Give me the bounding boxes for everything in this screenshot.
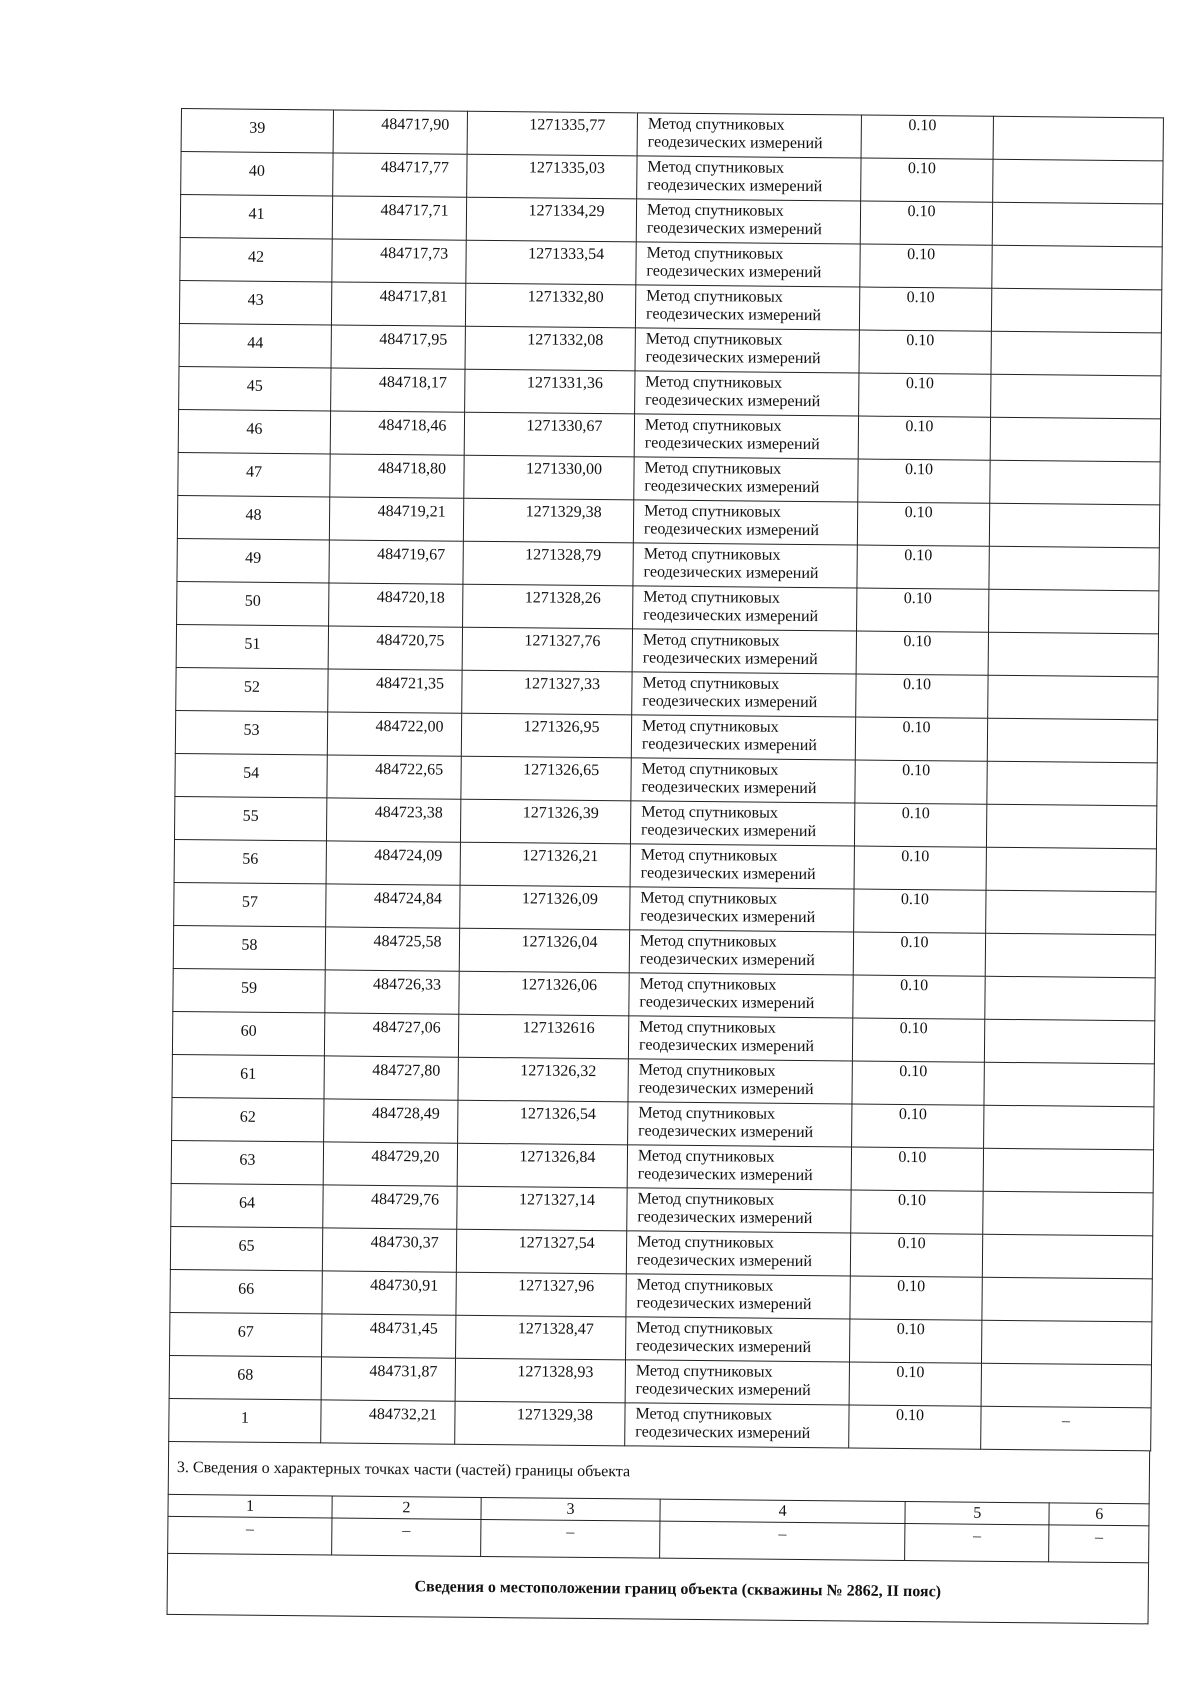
coord-y: 1271328,26 xyxy=(463,584,633,629)
description-cell xyxy=(991,374,1161,419)
method-cell xyxy=(625,1403,849,1448)
coord-y: 1271326,95 xyxy=(461,713,631,758)
error-value: 0.10 xyxy=(851,1190,983,1234)
error-value: 0.10 xyxy=(857,588,989,632)
coord-y: 1271328,93 xyxy=(455,1358,625,1403)
description-cell xyxy=(992,245,1162,290)
error-value: 0.10 xyxy=(855,717,987,761)
method-text-line: Метод спутниковых xyxy=(642,631,780,650)
method-text-line: Метод спутниковых xyxy=(638,1061,776,1080)
method-cell xyxy=(626,1274,850,1319)
description-cell xyxy=(987,761,1157,806)
point-number: 60 xyxy=(172,1011,324,1055)
coord-y: 1271333,54 xyxy=(466,240,636,285)
description-cell xyxy=(986,890,1156,935)
method-text-line: Метод спутниковых xyxy=(642,717,779,736)
coord-y: 1271329,38 xyxy=(463,498,633,543)
method-text-line: геодезических измерений xyxy=(647,176,823,196)
method-cell xyxy=(633,500,857,545)
method-cell xyxy=(632,629,856,674)
point-number: 64 xyxy=(171,1183,323,1227)
coord-x: 484729,20 xyxy=(323,1142,457,1186)
error-value: 0.10 xyxy=(854,889,986,933)
coord-y: 1271326,65 xyxy=(461,756,631,801)
error-value: 0.10 xyxy=(859,373,991,417)
method-text-line: Метод спутниковых xyxy=(644,502,781,521)
description-cell xyxy=(989,589,1159,634)
method-text-line: Метод спутниковых xyxy=(639,975,777,994)
method-text-line: геодезических измерений xyxy=(643,563,819,583)
point-number: 68 xyxy=(169,1355,321,1399)
method-text-line: Метод спутниковых xyxy=(646,201,784,220)
error-value: 0.10 xyxy=(849,1405,981,1449)
method-text-line: геодезических измерений xyxy=(639,993,815,1013)
method-cell xyxy=(627,1145,851,1190)
method-text-line: Метод спутниковых xyxy=(639,932,777,951)
method-cell xyxy=(635,328,859,373)
method-text-line: Метод спутниковых xyxy=(637,1147,775,1166)
method-cell xyxy=(635,371,859,416)
point-number: 51 xyxy=(176,624,328,668)
method-text-line: Метод спутниковых xyxy=(640,846,778,865)
point-number: 49 xyxy=(177,538,329,582)
method-text-line: Метод спутниковых xyxy=(644,459,782,478)
coord-x: 484731,87 xyxy=(321,1357,455,1401)
coord-x: 484719,67 xyxy=(329,540,463,584)
point-number: 47 xyxy=(178,452,330,496)
error-value: 0.10 xyxy=(861,115,993,159)
boundary-points-body xyxy=(169,109,1164,1451)
coord-x: 484729,76 xyxy=(323,1185,457,1229)
method-text-line: Метод спутниковых xyxy=(647,115,785,134)
method-cell xyxy=(630,844,854,889)
method-cell xyxy=(625,1360,849,1405)
description-cell xyxy=(989,503,1159,548)
coord-y: 1271334,29 xyxy=(466,197,636,242)
error-value: 0.10 xyxy=(854,846,986,890)
error-value: 0.10 xyxy=(850,1233,982,1277)
coord-x: 484730,37 xyxy=(322,1228,456,1272)
method-cell xyxy=(633,586,857,631)
method-text-line: Метод спутниковых xyxy=(636,1319,774,1338)
method-text-line: Метод спутниковых xyxy=(643,545,781,564)
coord-y: 1271326,39 xyxy=(460,799,630,844)
point-number: 43 xyxy=(179,280,331,324)
description-cell xyxy=(982,1277,1152,1322)
description-cell xyxy=(985,933,1155,978)
method-cell xyxy=(630,887,854,932)
error-value: 0.10 xyxy=(859,330,991,374)
method-cell xyxy=(627,1188,851,1233)
point-number: 57 xyxy=(174,882,326,926)
coord-x: 484722,00 xyxy=(327,712,461,756)
description-cell xyxy=(982,1234,1152,1279)
method-text-line: геодезических измерений xyxy=(636,1251,813,1271)
method-text-line: геодезических измерений xyxy=(642,692,818,712)
method-text-line: Метод спутниковых xyxy=(646,244,784,263)
method-text-line: геодезических измерений xyxy=(638,1122,814,1142)
error-value: 0.10 xyxy=(855,760,987,804)
description-cell xyxy=(986,847,1156,892)
section-3-cell-6: – xyxy=(1049,1525,1149,1563)
coord-x: 484717,77 xyxy=(333,153,467,197)
coord-y: 1271328,47 xyxy=(456,1315,626,1360)
error-value: 0.10 xyxy=(858,459,990,503)
coord-x: 484724,84 xyxy=(326,884,460,928)
description-cell xyxy=(986,804,1156,849)
point-number: 45 xyxy=(179,366,331,410)
point-number: 56 xyxy=(174,839,326,883)
method-text-line: Метод спутниковых xyxy=(637,1233,774,1252)
description-cell xyxy=(981,1363,1151,1408)
coord-y: 1271330,67 xyxy=(464,412,634,457)
method-cell xyxy=(633,543,857,588)
method-text-line: Метод спутниковых xyxy=(645,330,783,349)
method-text-line: Метод спутниковых xyxy=(641,803,778,822)
section-3-cell-1: – xyxy=(168,1516,332,1555)
coord-x: 484718,17 xyxy=(331,368,465,412)
error-value: 0.10 xyxy=(856,674,988,718)
method-cell xyxy=(628,1016,852,1061)
method-text-line: геодезических измерений xyxy=(642,649,818,669)
method-text-line: геодезических измерений xyxy=(639,950,815,970)
point-number: 62 xyxy=(172,1097,324,1141)
method-text-line: геодезических измерений xyxy=(635,1423,811,1443)
coord-x: 484717,73 xyxy=(332,239,466,283)
coord-y: 1271326,04 xyxy=(459,928,629,973)
coord-x: 484731,45 xyxy=(322,1314,456,1358)
method-text-line: геодезических измерений xyxy=(647,133,823,153)
method-text-line: геодезических измерений xyxy=(645,348,821,368)
error-value: 0.10 xyxy=(851,1147,983,1191)
description-cell xyxy=(993,159,1163,204)
coord-y: 1271327,54 xyxy=(456,1229,626,1274)
method-text-line: геодезических измерений xyxy=(638,1079,814,1099)
method-text-line: геодезических измерений xyxy=(636,1337,812,1357)
error-value: 0.10 xyxy=(852,1018,984,1062)
method-text-line: геодезических измерений xyxy=(643,606,819,626)
method-text-line: Метод спутниковых xyxy=(647,158,785,177)
point-number: 61 xyxy=(172,1054,324,1098)
coord-x: 484728,49 xyxy=(324,1099,458,1143)
error-value: 0.10 xyxy=(857,545,989,589)
coord-y: 1271329,38 xyxy=(455,1401,625,1446)
method-text-line: Метод спутниковых xyxy=(638,1104,776,1123)
point-number: 48 xyxy=(177,495,329,539)
method-cell xyxy=(630,801,854,846)
error-value: 0.10 xyxy=(857,502,989,546)
coord-x: 484725,58 xyxy=(325,927,459,971)
method-text-line: геодезических измерений xyxy=(638,1036,815,1056)
error-value: 0.10 xyxy=(852,1061,984,1105)
section-3-title: 3. Сведения о характерных точках части (частей) границы объекта xyxy=(168,1442,1149,1504)
description-cell xyxy=(988,632,1158,677)
point-number: 54 xyxy=(175,753,327,797)
description-cell xyxy=(990,460,1160,505)
method-text-line: Метод спутниковых xyxy=(640,889,778,908)
description-cell xyxy=(983,1148,1153,1193)
point-number: 59 xyxy=(173,968,325,1012)
point-number: 67 xyxy=(170,1312,322,1356)
section-3-header-5: 5 xyxy=(905,1502,1050,1525)
method-text-line: Метод спутниковых xyxy=(646,287,783,306)
method-text-line: Метод спутниковых xyxy=(637,1190,775,1209)
method-text-line: геодезических измерений xyxy=(646,219,822,239)
method-text-line: геодезических измерений xyxy=(641,821,817,841)
method-text-line: геодезических измерений xyxy=(636,1294,812,1314)
error-value: 0.10 xyxy=(856,631,988,675)
coord-y: 1271326,54 xyxy=(458,1100,628,1145)
coord-y: 1271326,09 xyxy=(460,885,630,930)
section-3-cell-3: – xyxy=(480,1519,660,1558)
coord-y: 1271326,21 xyxy=(460,842,630,887)
error-value: 0.10 xyxy=(850,1276,982,1320)
error-value: 0.10 xyxy=(858,416,990,460)
error-value: 0.10 xyxy=(860,244,992,288)
coord-x: 484717,95 xyxy=(331,325,465,369)
method-cell xyxy=(628,1059,852,1104)
error-value: 0.10 xyxy=(860,201,992,245)
description-cell xyxy=(990,417,1160,462)
description-cell xyxy=(984,1062,1154,1107)
method-text-line: Метод спутниковых xyxy=(636,1276,774,1295)
method-cell xyxy=(629,930,853,975)
method-text-line: геодезических измерений xyxy=(644,434,820,454)
point-number: 50 xyxy=(177,581,329,625)
boundary-points-table xyxy=(168,108,1164,1451)
coord-y: 1271326,84 xyxy=(457,1143,627,1188)
method-cell xyxy=(626,1317,850,1362)
description-cell xyxy=(988,675,1158,720)
method-text-line: Метод спутниковых xyxy=(642,674,780,693)
method-text-line: геодезических измерений xyxy=(641,735,817,755)
description-cell xyxy=(987,718,1157,763)
method-cell xyxy=(632,672,856,717)
method-text-line: Метод спутниковых xyxy=(635,1405,773,1424)
section-3-header-4: 4 xyxy=(660,1499,905,1523)
coord-x: 484724,09 xyxy=(326,841,460,885)
description-cell xyxy=(983,1191,1153,1236)
point-number: 66 xyxy=(170,1269,322,1313)
coord-x: 484717,90 xyxy=(333,110,467,154)
coord-y: 1271335,77 xyxy=(467,111,637,156)
coord-x: 484732,21 xyxy=(321,1400,455,1444)
coord-x: 484719,21 xyxy=(329,497,463,541)
method-text-line: геодезических измерений xyxy=(646,262,822,282)
section-3-cell-2: – xyxy=(332,1518,481,1556)
description-cell xyxy=(984,1105,1154,1150)
error-value: 0.10 xyxy=(861,158,993,202)
point-number: 42 xyxy=(180,237,332,281)
coord-y: 1271327,96 xyxy=(456,1272,626,1317)
method-cell xyxy=(631,715,855,760)
method-text-line: Метод спутниковых xyxy=(643,588,781,607)
coord-y: 1271331,36 xyxy=(465,369,635,414)
description-cell xyxy=(991,288,1161,333)
coord-x: 484720,75 xyxy=(328,626,462,670)
method-text-line: геодезических измерений xyxy=(640,907,816,927)
method-cell xyxy=(629,973,853,1018)
point-number: 41 xyxy=(180,195,332,239)
coord-y: 1271332,08 xyxy=(465,326,635,371)
method-text-line: геодезических измерений xyxy=(635,1380,811,1400)
method-text-line: геодезических измерений xyxy=(637,1165,813,1185)
description-cell: – xyxy=(981,1406,1151,1451)
coord-y: 1271327,76 xyxy=(462,627,632,672)
coord-x: 484717,81 xyxy=(331,282,465,326)
coord-x: 484726,33 xyxy=(325,970,459,1014)
coord-y: 1271326,06 xyxy=(459,971,629,1016)
method-text-line: Метод спутниковых xyxy=(641,760,779,779)
error-value: 0.10 xyxy=(853,932,985,976)
method-text-line: Метод спутниковых xyxy=(644,416,782,435)
method-text-line: геодезических измерений xyxy=(643,520,820,540)
method-cell xyxy=(626,1231,850,1276)
description-cell xyxy=(989,546,1159,591)
section-3-cell-4: – xyxy=(660,1521,905,1560)
point-number: 1 xyxy=(169,1398,321,1442)
method-text-line: геодезических измерений xyxy=(644,477,820,497)
point-number: 40 xyxy=(181,152,333,196)
coord-y: 1271328,79 xyxy=(463,541,633,586)
error-value: 0.10 xyxy=(854,803,986,847)
section-3-header-3: 3 xyxy=(481,1497,661,1521)
coord-x: 484723,38 xyxy=(326,798,460,842)
method-cell xyxy=(634,414,858,459)
error-value: 0.10 xyxy=(852,1104,984,1148)
method-text-line: геодезических измерений xyxy=(640,864,816,884)
coord-x: 484718,80 xyxy=(330,454,464,498)
description-cell xyxy=(981,1320,1151,1365)
method-cell xyxy=(635,285,859,330)
method-cell xyxy=(634,457,858,502)
error-value: 0.10 xyxy=(853,975,985,1019)
method-cell xyxy=(631,758,855,803)
coord-x: 484727,80 xyxy=(324,1056,458,1100)
section-3-header-6: 6 xyxy=(1049,1503,1149,1526)
section-3-header-2: 2 xyxy=(332,1496,481,1519)
method-text-line: геодезических измерений xyxy=(645,305,822,325)
method-text-line: геодезических измерений xyxy=(637,1208,813,1228)
next-section-heading: Сведения о местоположении границ объекта (скважины № 2862, II пояс) xyxy=(167,1553,1149,1623)
point-number: 55 xyxy=(174,796,326,840)
method-cell xyxy=(636,199,860,244)
point-number: 63 xyxy=(171,1140,323,1184)
section-3-header-1: 1 xyxy=(168,1494,332,1518)
method-cell xyxy=(637,156,861,201)
coord-x: 484727,06 xyxy=(324,1013,458,1057)
coord-x: 484718,46 xyxy=(330,411,464,455)
coord-y: 1271335,03 xyxy=(467,154,637,199)
coord-y: 127132616 xyxy=(458,1014,628,1059)
description-cell xyxy=(993,116,1163,161)
point-number: 65 xyxy=(170,1226,322,1270)
method-text-line: геодезических измерений xyxy=(641,778,817,798)
method-text-line: Метод спутниковых xyxy=(645,373,783,392)
coord-x: 484730,91 xyxy=(322,1271,456,1315)
method-text-line: геодезических измерений xyxy=(645,391,821,411)
point-number: 46 xyxy=(178,409,330,453)
error-value: 0.10 xyxy=(849,1319,981,1363)
method-text-line: Метод спутниковых xyxy=(635,1362,773,1381)
description-cell xyxy=(985,976,1155,1021)
point-number: 58 xyxy=(173,925,325,969)
method-cell xyxy=(637,113,861,158)
coord-y: 1271330,00 xyxy=(464,455,634,500)
coord-y: 1271326,32 xyxy=(458,1057,628,1102)
point-number: 44 xyxy=(179,323,331,367)
method-text-line: Метод спутниковых xyxy=(639,1018,776,1037)
document-sheet xyxy=(167,108,1163,1624)
description-cell xyxy=(992,202,1162,247)
description-cell xyxy=(991,331,1161,376)
point-number: 53 xyxy=(175,710,327,754)
point-number: 39 xyxy=(181,109,333,153)
coord-y: 1271327,14 xyxy=(457,1186,627,1231)
section-3-cell-5: – xyxy=(905,1524,1050,1562)
method-cell xyxy=(628,1102,852,1147)
coord-y: 1271332,80 xyxy=(465,283,635,328)
coord-y: 1271327,33 xyxy=(462,670,632,715)
coord-x: 484717,71 xyxy=(332,196,466,240)
description-cell xyxy=(984,1019,1154,1064)
error-value: 0.10 xyxy=(849,1362,981,1406)
coord-x: 484721,35 xyxy=(328,669,462,713)
coord-x: 484720,18 xyxy=(329,583,463,627)
coord-x: 484722,65 xyxy=(327,755,461,799)
error-value: 0.10 xyxy=(859,287,991,331)
section-3-table xyxy=(167,1442,1151,1624)
point-number: 52 xyxy=(176,667,328,711)
method-cell xyxy=(636,242,860,287)
